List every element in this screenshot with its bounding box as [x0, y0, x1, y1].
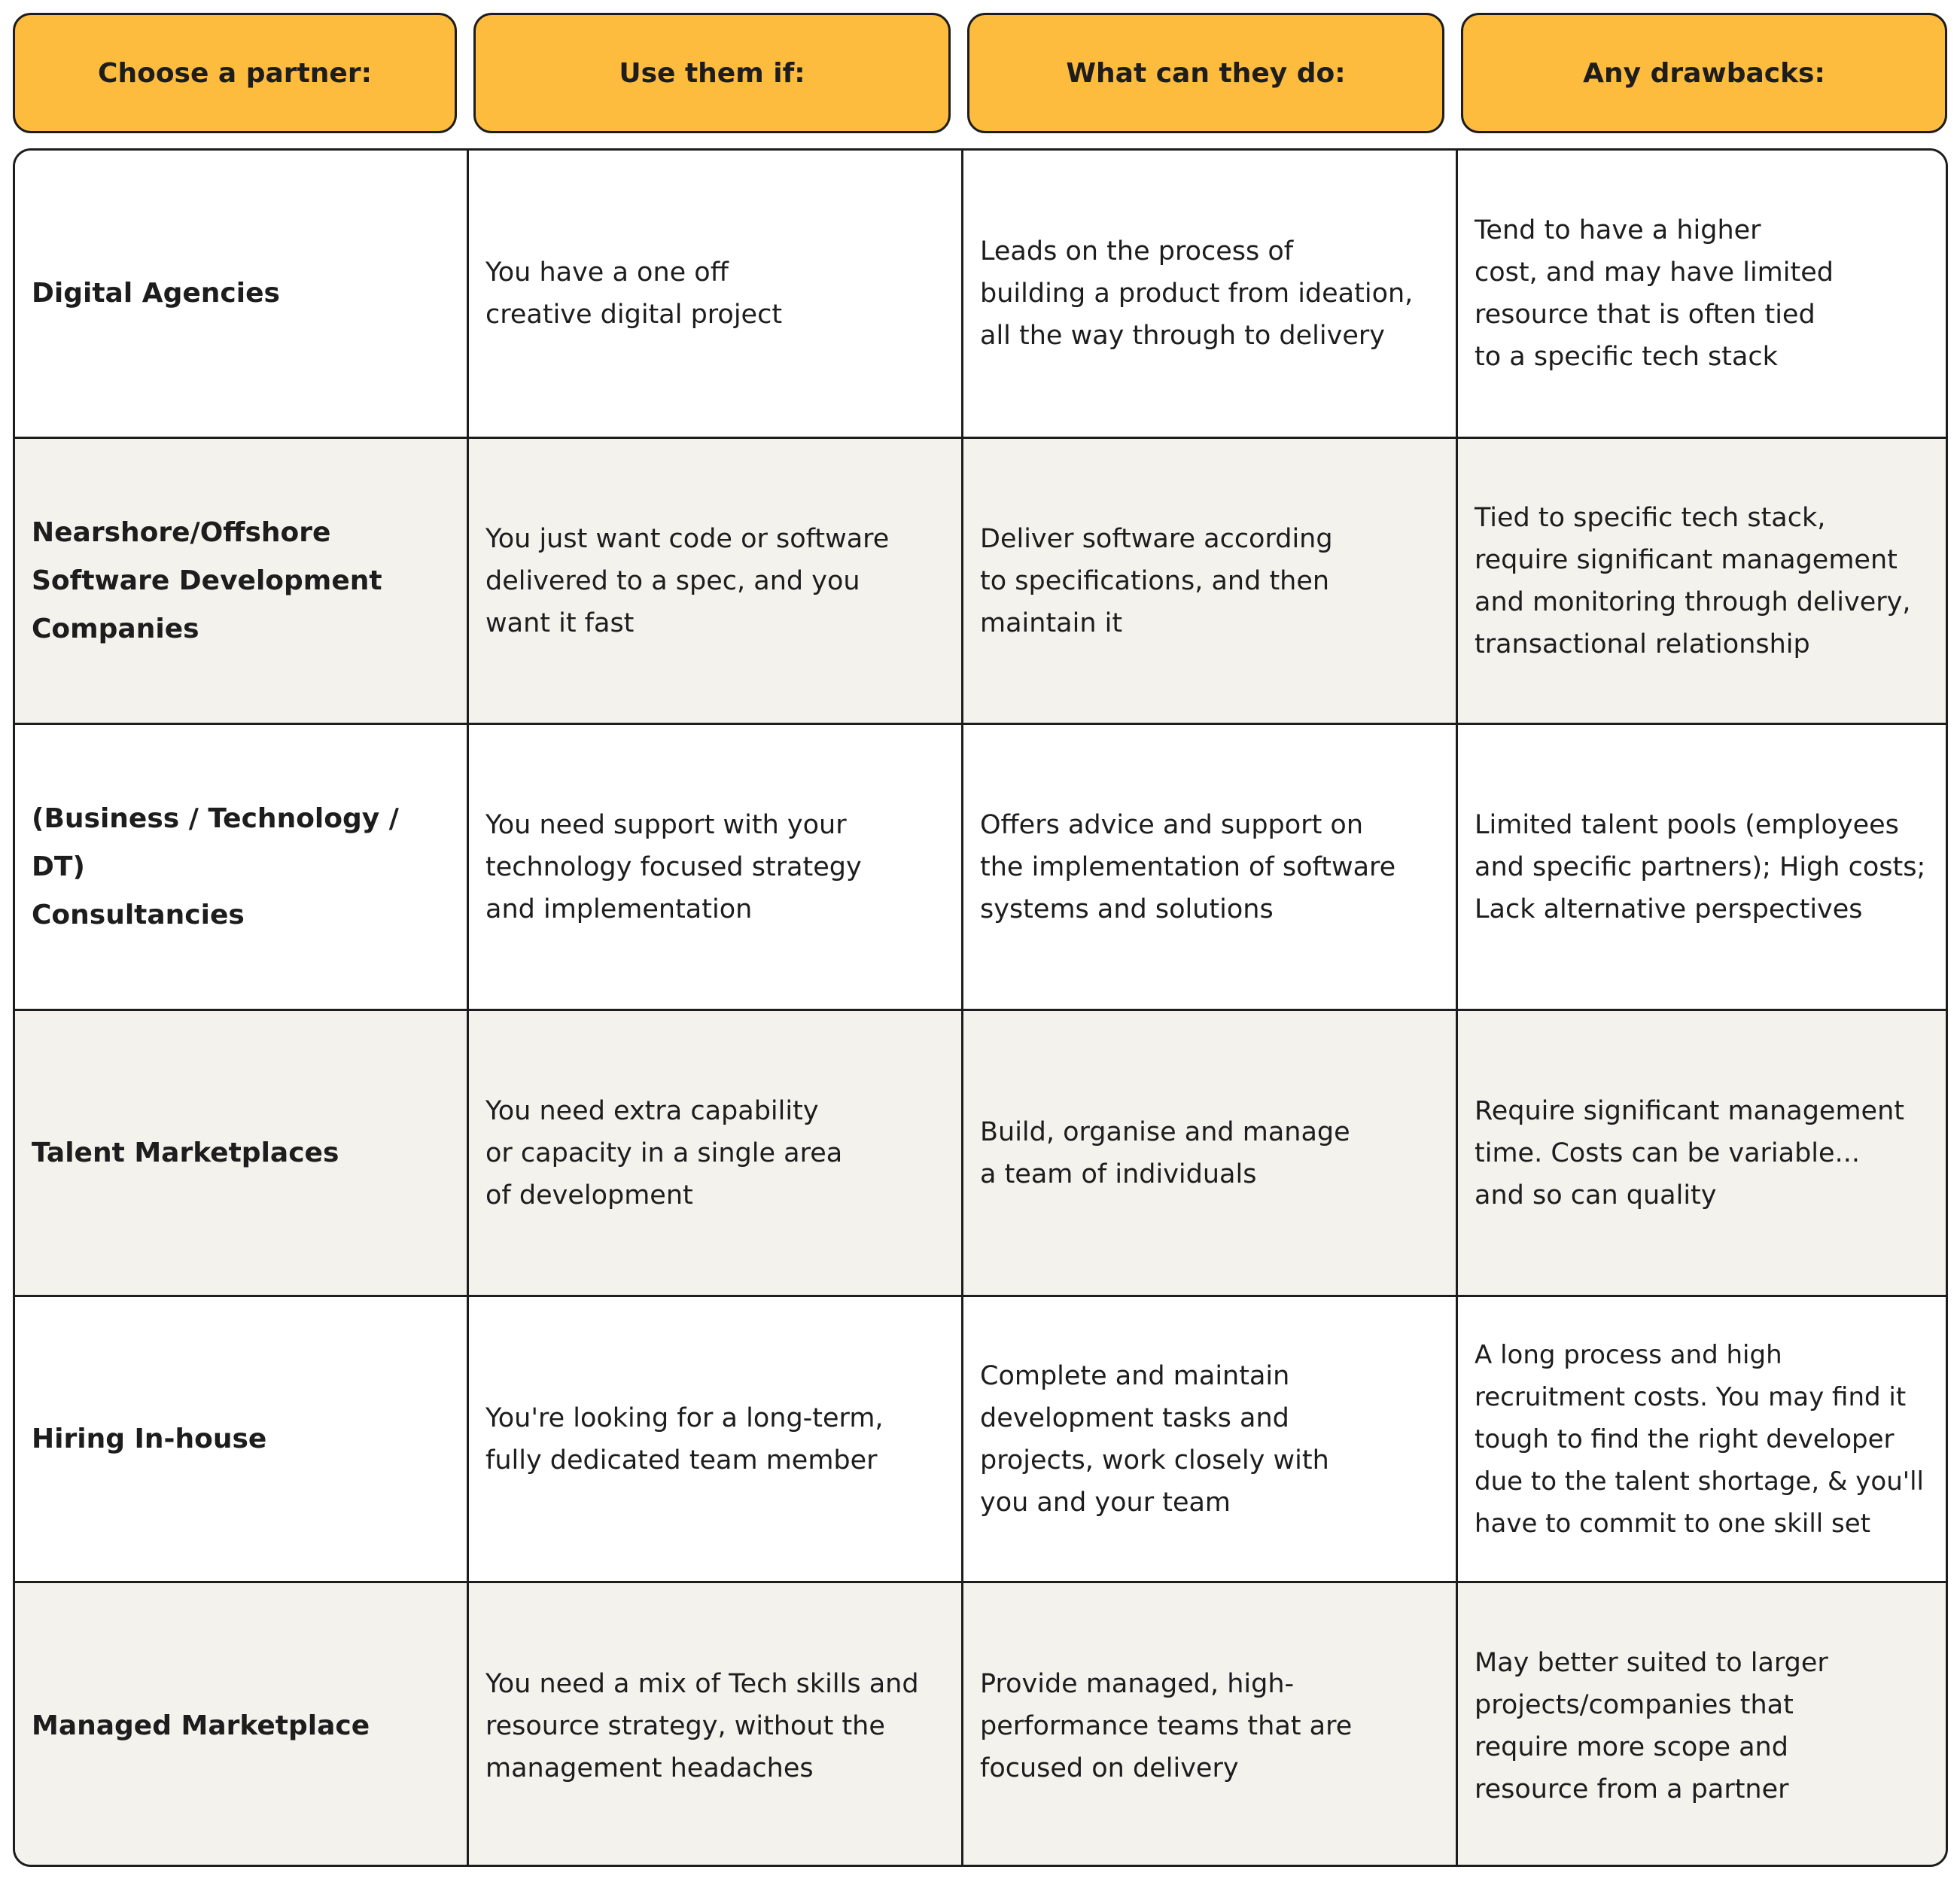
partner-name: Managed Marketplace [32, 1710, 370, 1741]
partner-name: Nearshore/Offshore Software Development Companies [32, 516, 382, 644]
header-row [13, 13, 1947, 133]
use-if-text: You need extra capability or capacity in a single area of development [485, 1095, 843, 1211]
use-if-text: You have a one off creative digital project [485, 257, 783, 330]
column-divider [961, 151, 963, 1865]
drawbacks-text: May better suited to larger projects/companies that require more scope and resource from a partner [1475, 1648, 1828, 1804]
what-they-do-text: Leads on the process of building a product from ideation, all the way through to delivery [980, 236, 1414, 351]
table-row [15, 1009, 1946, 1295]
header-any-drawbacks: Any drawbacks: [1461, 13, 1947, 133]
table-row [15, 437, 1946, 723]
table-row [15, 1581, 1946, 1867]
header-choose-partner: Choose a partner: [13, 13, 457, 133]
table-row [15, 723, 1946, 1009]
partner-name: (Business / Technology / DT) Consultancies [32, 802, 399, 930]
header-use-them-if: Use them if: [473, 13, 951, 133]
drawbacks-text: A long process and high recruitment costs. You may find it tough to find the right developer due to the talent shortage, & you'll have to commit to one skill set [1475, 1339, 1924, 1539]
drawbacks-text: Tend to have a higher cost, and may have limited resource that is often tied to a specific tech stack [1475, 215, 1834, 372]
what-they-do-text: Deliver software according to specifications, and then maintain it [980, 523, 1333, 638]
column-divider [467, 151, 469, 1865]
column-divider [1456, 151, 1458, 1865]
table-row [15, 1295, 1946, 1581]
what-they-do-text: Complete and maintain development tasks and projects, work closely with you and your team [980, 1360, 1329, 1518]
what-they-do-text: Provide managed, high- performance teams that are focused on delivery [980, 1669, 1353, 1783]
header-what-can-they-do: What can they do: [967, 13, 1444, 133]
drawbacks-text: Limited talent pools (employees and specific partners); High costs; Lack alternative perspectives [1475, 809, 1926, 924]
partner-name: Hiring In-house [32, 1423, 267, 1454]
table-row [15, 151, 1946, 437]
comparison-table [13, 148, 1948, 1867]
what-they-do-text: Build, organise and manage a team of individuals [980, 1116, 1350, 1189]
partner-name: Talent Marketplaces [32, 1137, 339, 1168]
drawbacks-text: Tied to specific tech stack, require significant management and monitoring through delivery, transactional relationship [1475, 502, 1911, 659]
use-if-text: You need a mix of Tech skills and resource strategy, without the management headaches [485, 1669, 919, 1783]
use-if-text: You need support with your technology focused strategy and implementation [485, 809, 862, 924]
use-if-text: You just want code or software delivered to a spec, and you want it fast [485, 523, 890, 638]
partner-name: Digital Agencies [32, 278, 280, 309]
what-they-do-text: Offers advice and support on the implementation of software systems and solutions [980, 809, 1396, 924]
drawbacks-text: Require significant management time. Costs can be variable... and so can quality [1475, 1095, 1904, 1211]
use-if-text: You're looking for a long-term, fully dedicated team member [485, 1402, 884, 1475]
